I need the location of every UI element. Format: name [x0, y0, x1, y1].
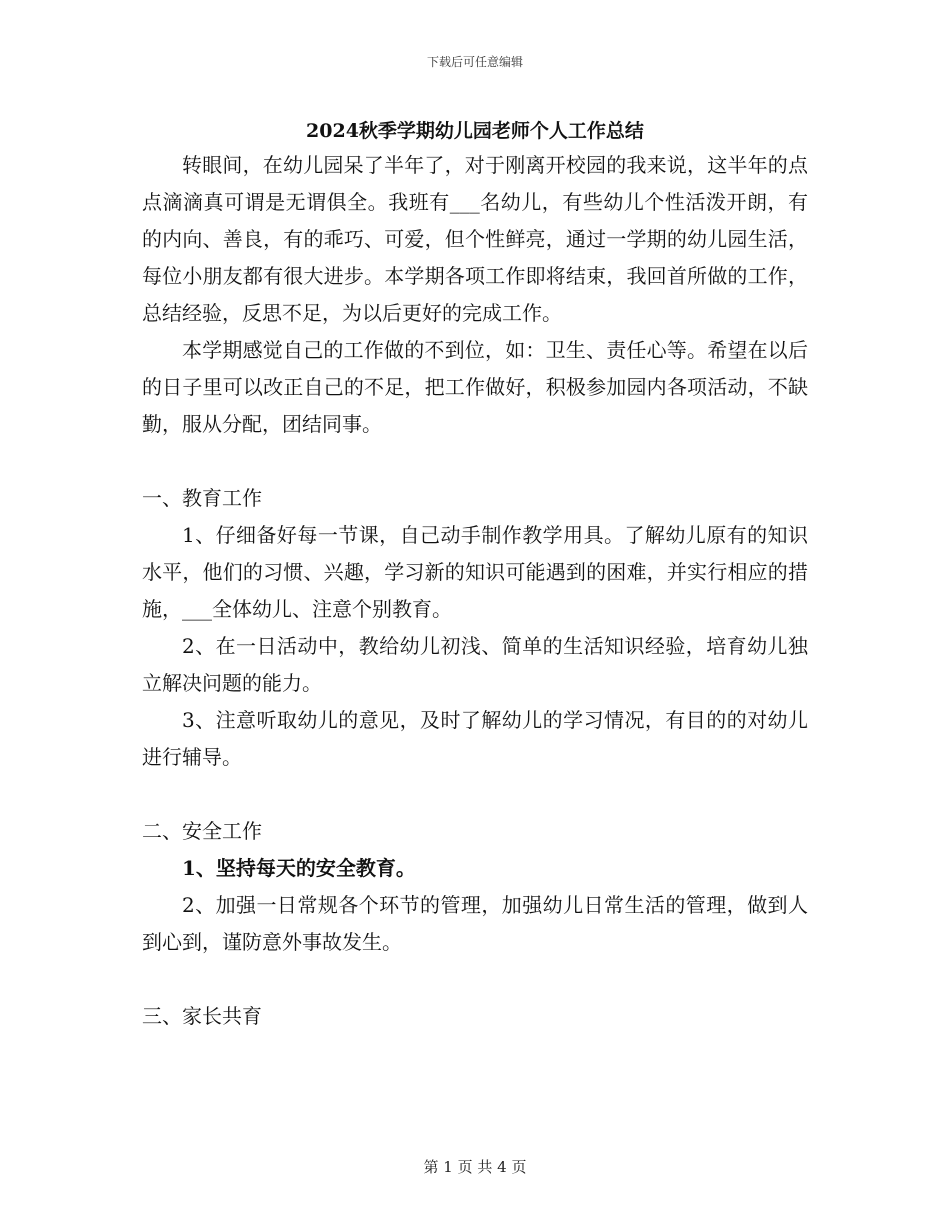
list-item: 3、注意听取幼儿的意见，及时了解幼儿的学习情况，有目的的对幼儿进行辅导。 [142, 708, 808, 769]
section-heading-parents: 三、家长共育 [142, 1004, 262, 1028]
list-item: 1、仔细备好每一节课，自己动手制作教学用具。了解幼儿原有的知识水平，他们的习惯、兴趣，学习新的知识可能遇到的困难，并实行相应的措施，___全体幼儿、注意个别教育。 [142, 523, 808, 621]
page-number: 第 1 页 共 4 页 [423, 1158, 527, 1176]
document-body [142, 147, 808, 1035]
list-item-bold: 1、坚持每天的安全教育。 [182, 856, 416, 880]
intro-paragraph: 本学期感觉自己的工作做的不到位，如：卫生、责任心等。希望在以后的日子里可以改正自己的不足，把工作做好，积极参加园内各项活动，不缺勤，服从分配，团结同事。 [142, 338, 808, 436]
list-item: 2、加强一日常规各个环节的管理，加强幼儿日常生活的管理，做到人到心到，谨防意外事故发生。 [142, 893, 808, 954]
document-title: 2024秋季学期幼儿园老师个人工作总结 [306, 120, 644, 142]
section-heading-education: 一、教育工作 [142, 486, 262, 510]
header-note: 下载后可任意编辑 [426, 55, 523, 69]
intro-paragraph: 转眼间，在幼儿园呆了半年了，对于刚离开校园的我来说，这半年的点点滴滴真可谓是无谓俱全。我班有___名幼儿，有些幼儿个性活泼开朗，有的内向、善良，有的乖巧、可爱，但个性鲜亮，通过一学期的幼儿园生活，每位小朋友都有很大进步。本学期各项工作即将结束，我回首所做的工作，总结经验，反思不足，为以后更好的完成工作。 [142, 153, 808, 325]
list-item: 2、在一日活动中，教给幼儿初浅、简单的生活知识经验，培育幼儿独立解决问题的能力。 [142, 634, 808, 695]
section-heading-safety: 二、安全工作 [142, 819, 262, 843]
